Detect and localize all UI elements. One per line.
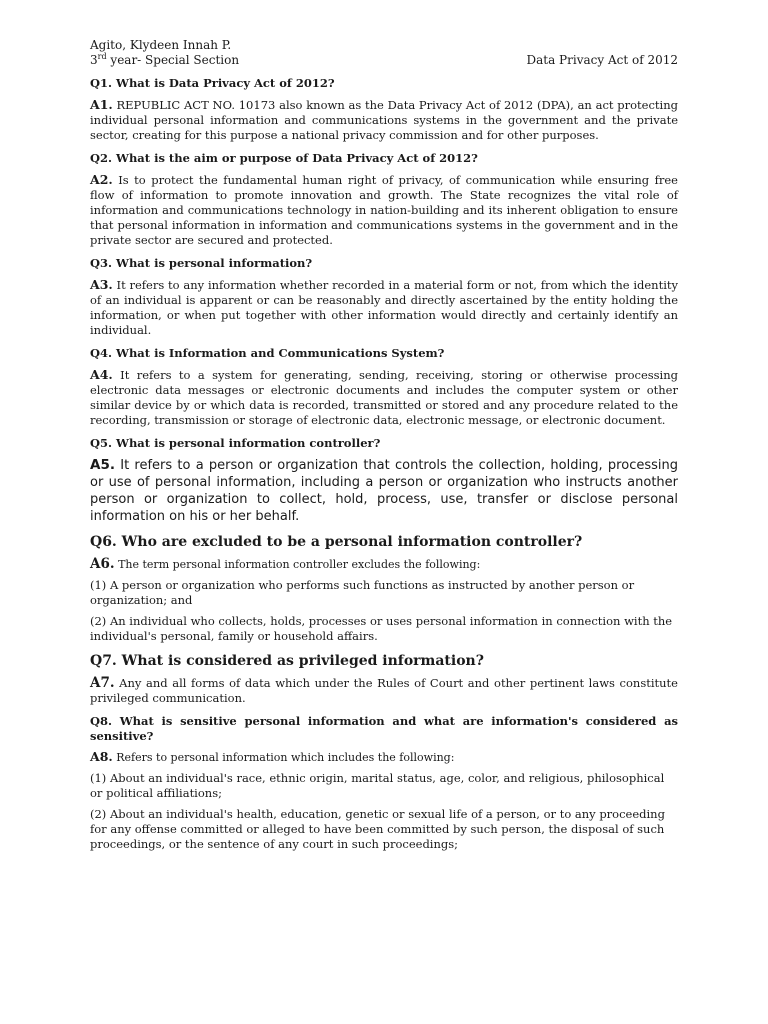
answer-2 xyxy=(90,172,678,248)
answer-3 xyxy=(90,277,678,338)
answer-4 xyxy=(90,367,678,428)
answer-label: A4. xyxy=(90,367,113,382)
answer-label: A7. xyxy=(90,675,115,691)
answer-text: It refers to a system for generating, sending, receiving, storing or otherwise processing electronic data messages or electronic documents and includes the computer system or other similar device by or which data is recorded, transmitted or stored and any procedure related to the recording, transmission or storage of electronic data, electronic message, or electronic document. xyxy=(90,368,678,427)
list-item: (1) About an individual's race, ethnic origin, marital status, age, color, and religious, philosophical or political affiliations; xyxy=(90,771,665,800)
question-1: Q1. What is Data Privacy Act of 2012? xyxy=(90,76,335,90)
answer-8 xyxy=(90,750,678,765)
year-number: 3 xyxy=(90,53,98,67)
answer-text: The term personal information controller excludes the following: xyxy=(114,558,481,571)
document-header xyxy=(90,38,678,68)
answer-5 xyxy=(90,457,678,525)
answer-text: Any and all forms of data which under the Rules of Court and other pertinent laws constitute privileged communication. xyxy=(90,676,678,705)
list-item: (1) A person or organization who performs such functions as instructed by another person or organization; and xyxy=(90,578,635,607)
answer-1 xyxy=(90,97,678,143)
answer-label: A5. xyxy=(90,457,115,473)
question-3: Q3. What is personal information? xyxy=(90,256,313,270)
question-4: Q4. What is Information and Communications System? xyxy=(90,346,445,360)
question-6: Q6. Who are excluded to be a personal information controller? xyxy=(90,534,583,550)
answer-6 xyxy=(90,557,678,572)
answer-label: A2. xyxy=(90,172,113,187)
header-row xyxy=(90,53,678,68)
list-item: (2) About an individual's health, education, genetic or sexual life of a person, or to any proceeding for any offense committed or alleged to have been committed by such person, the disposal of such proceedings, or the sentence of any court in such proceedings; xyxy=(90,807,665,851)
answer-text: REPUBLIC ACT NO. 10173 also known as the Data Privacy Act of 2012 (DPA), an act protecting individual personal information and communications systems in the government and the private sector, creating for this purpose a national privacy commission and for other purposes. xyxy=(90,98,678,142)
question-5: Q5. What is personal information controller? xyxy=(90,436,381,450)
list-item: (2) An individual who collects, holds, processes or uses personal information in connection with the individual's personal, family or household affairs. xyxy=(90,614,673,643)
year-suffix: rd xyxy=(97,52,107,61)
answer-label: A3. xyxy=(90,277,113,292)
answer-text: It refers to a person or organization that controls the collection, holding, processing or use of personal information, including a person or organization who instructs another person or organization to collect, hold, process, use, transfer or disclose personal information on his or her behalf. xyxy=(90,458,678,524)
answer-label: A1. xyxy=(90,97,113,112)
question-7: Q7. What is considered as privileged information? xyxy=(90,653,484,669)
answer-text: Is to protect the fundamental human right of privacy, of communication while ensuring free flow of information to promote innovation and growth. The State recognizes the vital role of information and communications technology in nation-building and its inherent obligation to ensure that personal information in information and communications systems in the government and in the private sector are secured and protected. xyxy=(90,173,678,247)
author-name: Agito, Klydeen Innah P. xyxy=(90,38,232,52)
document-title: Data Privacy Act of 2012 xyxy=(526,53,678,67)
answer-label: A8. xyxy=(90,749,113,764)
answer-7 xyxy=(90,676,678,706)
answer-label: A6. xyxy=(90,556,115,572)
section-line xyxy=(90,53,239,68)
section-text: year- Special Section xyxy=(106,53,240,67)
question-2: Q2. What is the aim or purpose of Data Privacy Act of 2012? xyxy=(90,151,478,165)
answer-text: Refers to personal information which includes the following: xyxy=(112,751,455,764)
answer-text: It refers to any information whether recorded in a material form or not, from which the identity of an individual is apparent or can be reasonably and directly ascertained by the entity holding the information, or when put together with other information would directly and certainly identify an individual. xyxy=(90,278,678,337)
question-8: Q8. What is sensitive personal information and what are information's considered as sensitive? xyxy=(90,714,678,743)
